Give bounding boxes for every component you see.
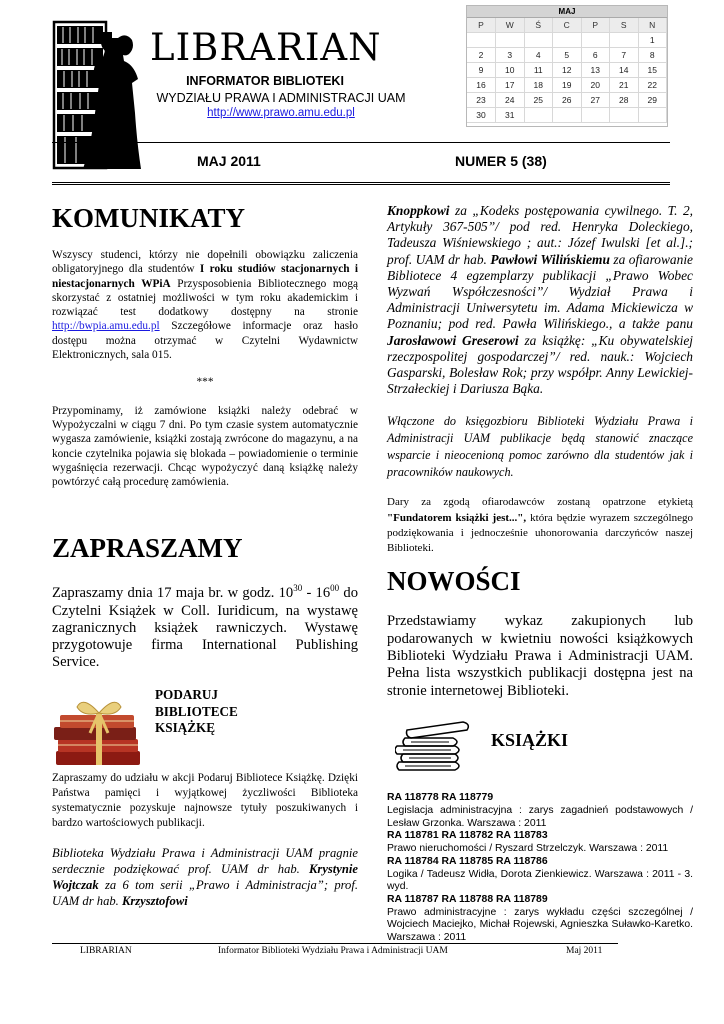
book-description: Legislacja administracyjna : zarys zagadnień podstawowych / Lesław Grzonka. Warszawa : 2011 [387, 804, 693, 829]
calendar-day-name: N [638, 18, 667, 32]
calendar-day: 16 [467, 77, 496, 92]
calendar-day: 9 [467, 62, 496, 77]
zapraszamy-heading: ZAPRASZAMY [52, 533, 243, 564]
zapraszamy-paragraph: Zapraszamy dnia 17 maja br. w godz. $10^{30} - 16^{00}$ do Czytelni Książek w Coll. Iuridicum, na wystawę zagranicznych książek rawniczych. Wystawę przygotowuje firma International Publishing Service. [52, 583, 358, 671]
calendar-day: 10 [496, 62, 525, 77]
book-call-numbers: RA 118781 RA 118782 RA 118783 [387, 830, 548, 842]
footer-rule [52, 943, 618, 944]
komunikaty-paragraph-2: Przypominamy, iż zamówione książki należy odebrać w Wypożyczalni w ciągu 7 dni. Po tym czasie system automatycznie wygasza zamówienie, książki zostają zwrócone do magazynu, a na koncie czytelnika pojawia się blokada – powiadomienie o terminie wygaśnięcia rezerwacji. Chcąc wypożyczyć daną książkę należy powtórzyć całą procedurę zamówienia. [52, 404, 358, 489]
calendar-day [610, 107, 639, 122]
footer-center: Informator Biblioteki Wydziału Prawa i Administracji UAM [218, 946, 448, 956]
podaruj-paragraph: Zapraszamy do udziału w akcji Podaruj Bibliotece Książkę. Dzięki Państwa pamięci i wyjątkowej życzliwości Biblioteka systematycznie pozyskuje najnowsze tytuły poszukiwanych i bardzo wartościowych publikacji. [52, 772, 358, 830]
calendar-day: 29 [638, 92, 667, 107]
calendar-week [467, 32, 667, 47]
separator: *** [196, 376, 214, 389]
calendar-day-name: S [610, 18, 639, 32]
calendar-week [467, 47, 667, 62]
calendar-day: 1 [638, 32, 667, 47]
calendar-day-name: Ś [524, 18, 553, 32]
book-description: Prawo nieruchomości / Ryszard Strzelczyk. Warszawa : 2011 [387, 843, 669, 855]
book-call-numbers: RA 118784 RA 118785 RA 118786 [387, 855, 548, 867]
nowosci-paragraph: Przedstawiamy wykaz zakupionych lub podarowanych w kwietniu nowości książkowych Biblioteki Wydziału Prawa i Administracji UAM. Pełna lista wszystkich publikacji dostępna jest na stronie internetowej Biblioteki. [387, 613, 693, 699]
calendar-day [553, 32, 582, 47]
footer-left: LIBRARIAN [80, 946, 132, 956]
website-link[interactable]: http://www.prawo.amu.edu.pl [207, 107, 355, 119]
calendar-day: 28 [610, 92, 639, 107]
ksiazki-block [387, 716, 693, 786]
calendar-day [467, 32, 496, 47]
calendar-day: 7 [610, 47, 639, 62]
calendar-day [581, 32, 610, 47]
bwpia-link[interactable]: http://bwpia.amu.edu.pl [52, 320, 160, 333]
calendar-day-name: W [496, 18, 525, 32]
calendar-day: 23 [467, 92, 496, 107]
calendar-week [467, 77, 667, 92]
calendar-day: 8 [638, 47, 667, 62]
book-description: Prawo administracyjne : zarys wykładu części szczególnej / Wojciech Maciejko, Michał Rojewski, Agnieszka Suławko-Karetko. Warszawa : 2011 [387, 906, 693, 944]
calendar-day: 18 [524, 77, 553, 92]
calendar-day [638, 107, 667, 122]
issue-number: NUMER 5 (38) [455, 153, 547, 169]
calendar-day-name: P [467, 18, 496, 32]
header-rule [52, 142, 670, 143]
calendar-day: 26 [553, 92, 582, 107]
newsletter-title: LIBRARIAN [150, 26, 382, 69]
footer-right: Maj 2011 [566, 946, 603, 956]
calendar-day: 22 [638, 77, 667, 92]
calendar-day: 12 [553, 62, 582, 77]
calendar-day: 4 [524, 47, 553, 62]
nowosci-heading: NOWOŚCI [387, 566, 521, 597]
calendar-week [467, 62, 667, 77]
calendar-day: 19 [553, 77, 582, 92]
calendar-day: 27 [581, 92, 610, 107]
issue-date: MAJ 2011 [197, 153, 261, 169]
calendar-grid [467, 18, 667, 123]
calendar-day: 6 [581, 47, 610, 62]
dary-paragraph: Dary za zgodą ofiarodawców zostaną opatrzone etykietą "Fundatorem książki jest...", która będzie wyrazem szczególnego podziękowania i jednocześnie uhonorowania darczyńców naszej Biblioteki. [387, 496, 693, 555]
book-call-numbers: RA 118787 RA 118788 RA 118789 [387, 893, 548, 905]
calendar-day [553, 107, 582, 122]
podaruj-line-1: PODARUJ [155, 687, 219, 703]
calendar-day [524, 32, 553, 47]
book-entry [387, 792, 693, 830]
calendar-day: 20 [581, 77, 610, 92]
calendar-day: 17 [496, 77, 525, 92]
calendar-day: 31 [496, 107, 525, 122]
podaruj-line-2: BIBLIOTECE [155, 703, 238, 719]
calendar [466, 5, 668, 127]
calendar-day-name: C [553, 18, 582, 32]
podziekowanie-paragraph: Biblioteka Wydziału Prawa i Administracji UAM pragnie serdecznie podziękować prof. UAM dr hab. Krystynie Wojtczak za 6 tom serii „Prawo i Administracja”; prof. UAM dr hab. Krzysztofowi [52, 846, 358, 909]
book-entry [387, 894, 693, 945]
komunikaty-heading: KOMUNIKATY [52, 203, 245, 233]
calendar-month: MAJ [467, 6, 667, 18]
calendar-week [467, 107, 667, 122]
calendar-day-name: P [581, 18, 610, 32]
calendar-day [496, 32, 525, 47]
calendar-day: 30 [467, 107, 496, 122]
books-stack-icon [395, 716, 479, 780]
calendar-day: 2 [467, 47, 496, 62]
calendar-day: 24 [496, 92, 525, 107]
podaruj-block [52, 687, 358, 779]
calendar-day: 25 [524, 92, 553, 107]
calendar-day: 15 [638, 62, 667, 77]
calendar-day: 5 [553, 47, 582, 62]
header-double-rule [52, 182, 670, 186]
calendar-day [581, 107, 610, 122]
book-list [387, 792, 693, 944]
ksiazki-heading: KSIĄŻKI [491, 730, 569, 751]
calendar-week [467, 92, 667, 107]
calendar-day: 3 [496, 47, 525, 62]
left-column [52, 205, 358, 909]
gift-books-icon [52, 693, 144, 771]
komunikaty-paragraph-1: Wszyscy studenci, którzy nie dopełnili obowiązku zaliczenia obligatoryjnego dla studentów I roku studiów stacjonarnych i niestacjonarnych WPiA Przysposobienia Bibliotecznego mogą skorzystać z ostatniej możliwości w tym roku akademickim i rozwiązać test dodatkowy dostępny na stronie http://bwpia.amu.edu.pl Szczegółowe informacje oraz hasło dostępu można otrzymać w Czytelni Wydawnictw Elektronicznych, sala 015. [52, 249, 358, 362]
faculty-name: WYDZIAŁU PRAWA I ADMINISTRACJI UAM [156, 91, 406, 105]
podaruj-line-3: KSIĄŻKĘ [155, 720, 216, 736]
librarian-logo-image [52, 18, 148, 170]
calendar-day: 13 [581, 62, 610, 77]
calendar-day: 11 [524, 62, 553, 77]
calendar-day [524, 107, 553, 122]
wlaczone-paragraph: Włączone do księgozbioru Biblioteki Wydziału Prawa i Administracji UAM publikacje będą stanowić znaczące wsparcie i nieocenioną pomoc zarówno dla studentów jak i pracowników naukowych. [387, 414, 693, 480]
calendar-day: 14 [610, 62, 639, 77]
book-description: Logika / Tadeusz Widła, Dorota Zienkiewicz. Warszawa : 2011 - 3. wyd. [387, 868, 693, 893]
calendar-day: 21 [610, 77, 639, 92]
book-entry [387, 856, 693, 894]
podziekowanie-continued: Knoppkowi za „Kodeks postępowania cywilnego. T. 2, Artykuły 367-505”/ pod red. Henryka Doleckiego, Tadeusza Wiśniewskiego ; aut.: Józef Iwulski [et al.].; prof. UAM dr hab. Pawłowi Wilińskiemu za ofiarowanie Bibliotece 4 egzemplarzy publikacji „Prawo Wobec Wyzwań Współczesności”/ Wydział Prawa i Administracji Uniwersytetu im. Adama Mickiewicza w Poznaniu; pod red. Pawła Wilińskiego., a także panu Jarosławowi Greserowi za książkę: „Ku obywatelskiej rzeczpospolitej gospodarczej”/ red. nauk.: Wojciech Gasparski, Bolesław Rok; przy współpr. Anny Lewickiej-Strzałeckiej i Dariusza Bąka. [387, 203, 693, 397]
newsletter-subtitle: INFORMATOR BIBLIOTEKI [186, 74, 344, 88]
book-call-numbers: RA 118778 RA 118779 [387, 792, 494, 804]
calendar-day [610, 32, 639, 47]
book-entry [387, 830, 693, 855]
right-column [387, 203, 693, 945]
